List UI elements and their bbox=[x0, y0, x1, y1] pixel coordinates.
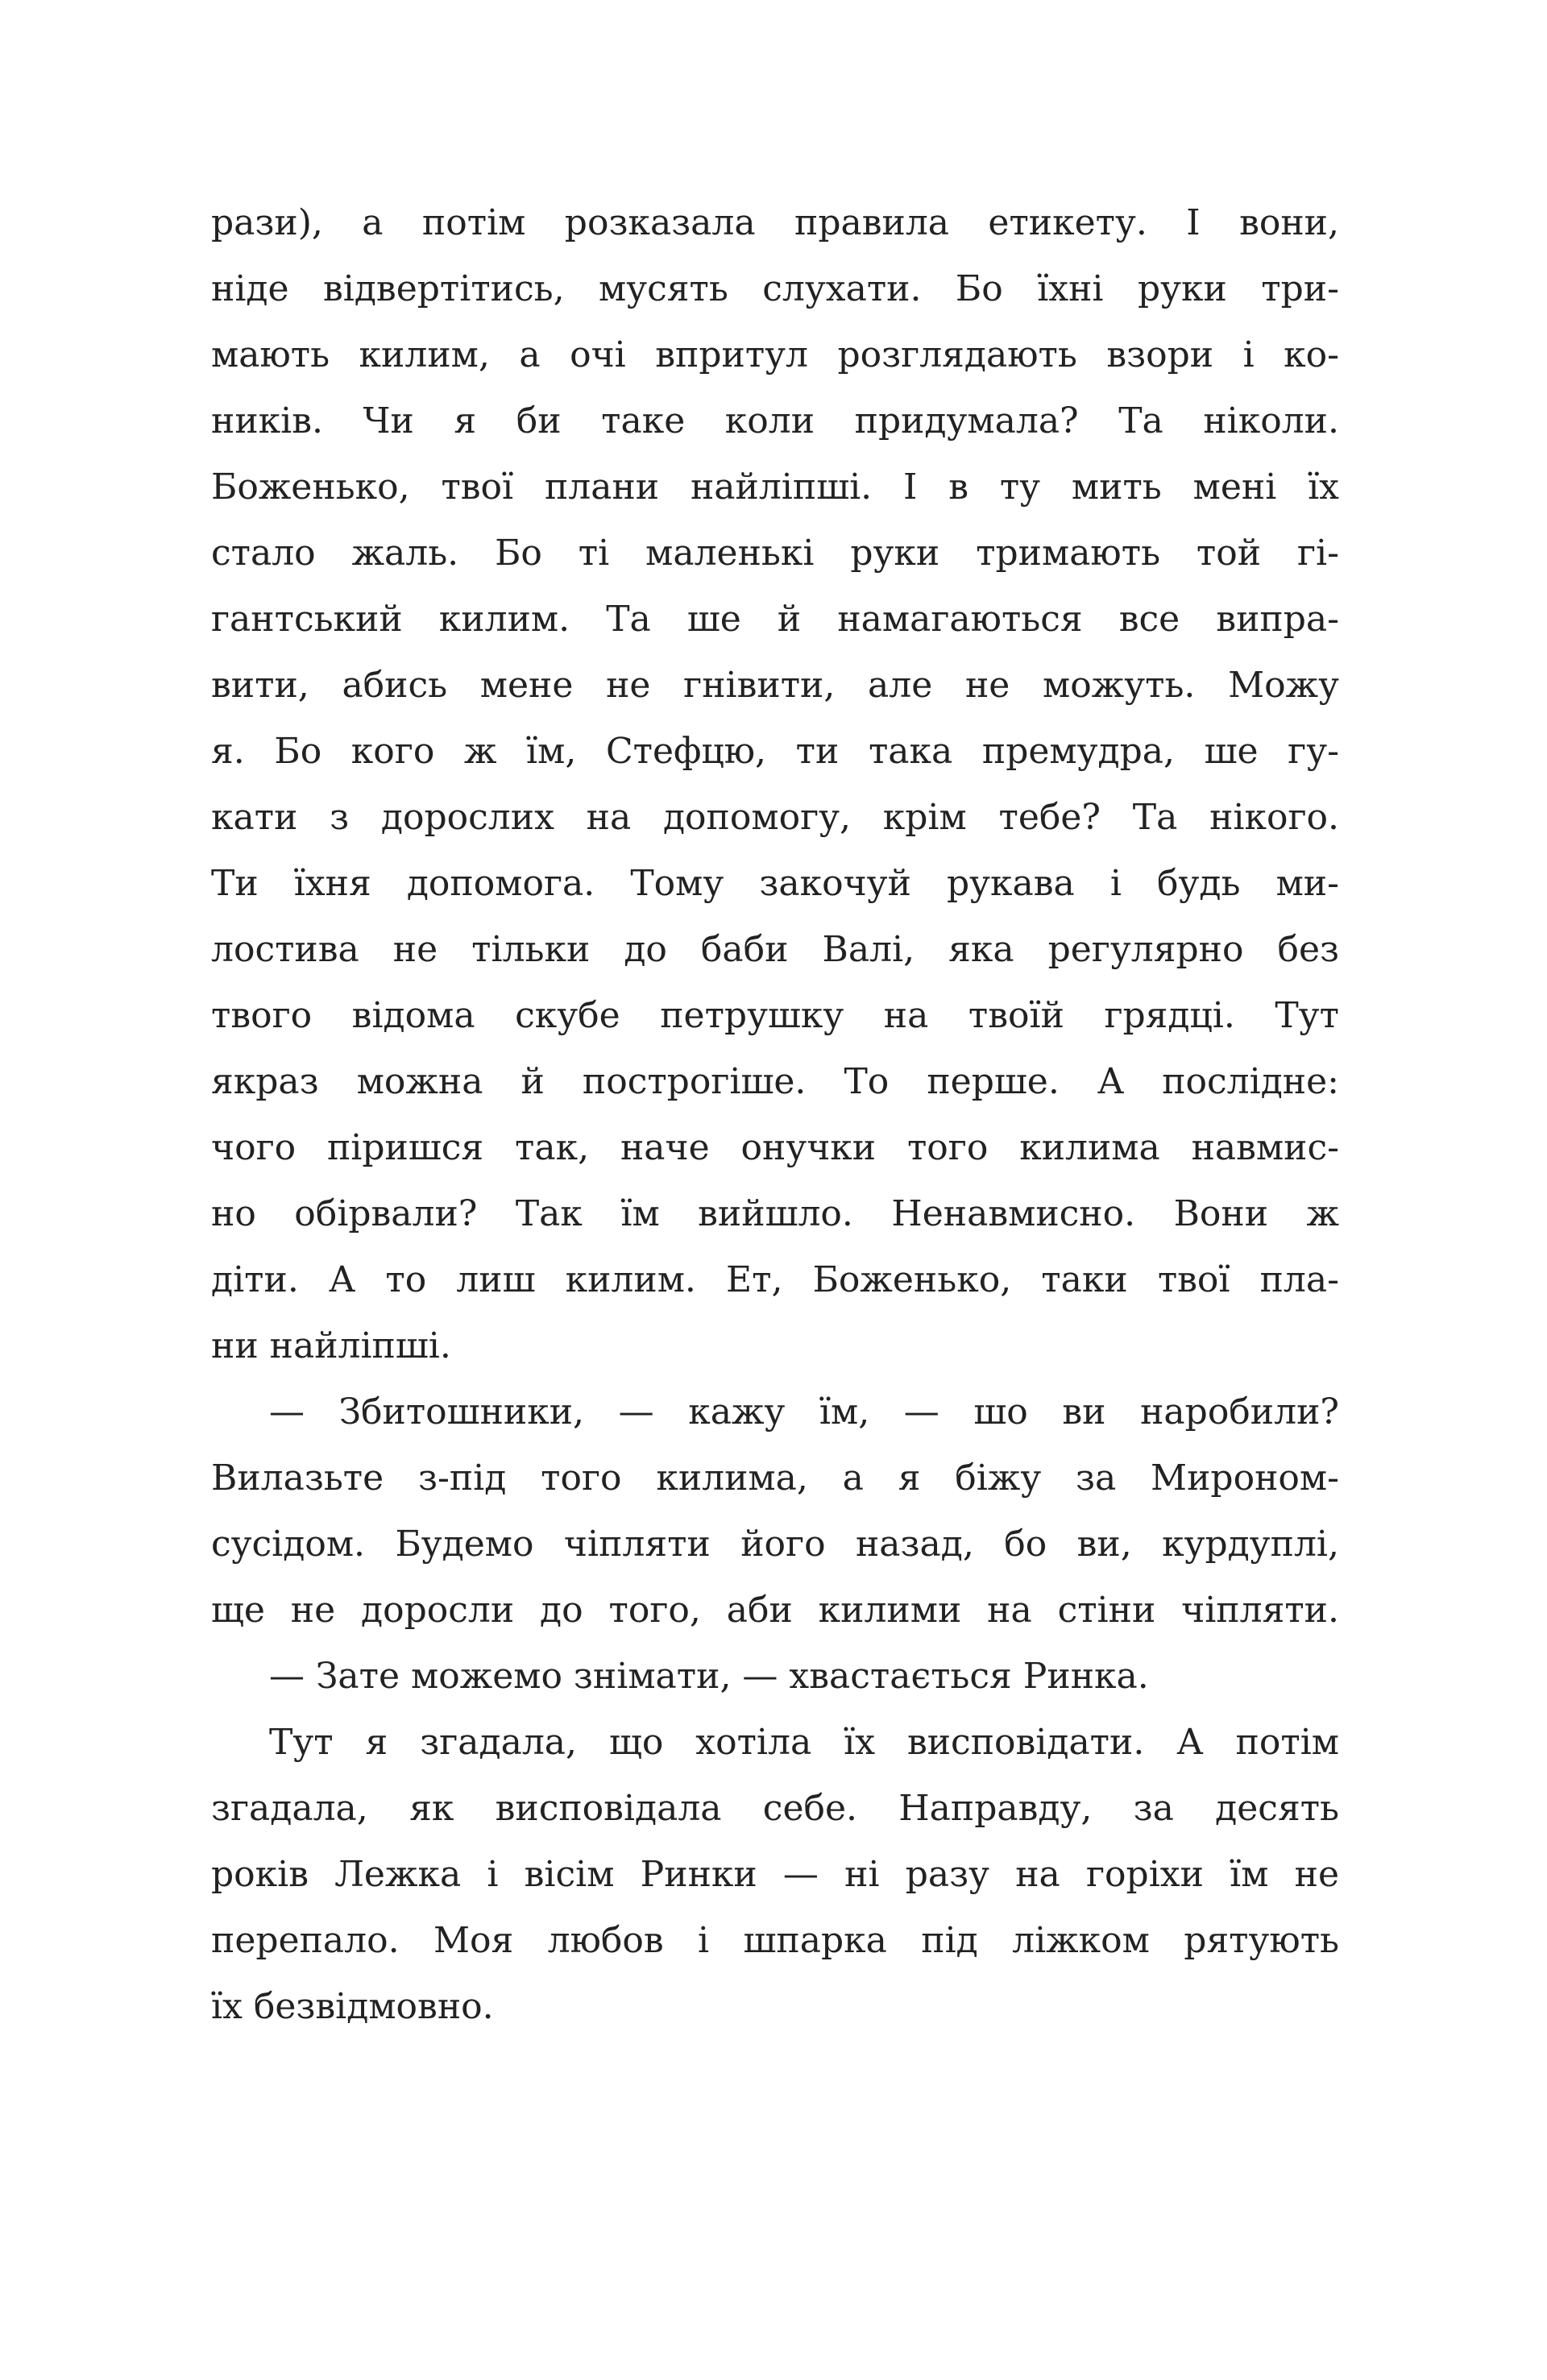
dialogue-line: — Зате можемо знімати, — хвастається Ринка. bbox=[269, 1656, 1149, 1697]
text-line: я. Бо кого ж їм, Стефцю, ти така премудра, ше гу- bbox=[211, 731, 1339, 772]
text-line: згадала, як висповідала себе. Направду, за десять bbox=[211, 1788, 1339, 1829]
text-line: Ти їхня допомога. Тому закочуй рукава і будь ми- bbox=[211, 863, 1339, 904]
text-line: Боженько, твої плани найліпші. І в ту мить мені їх bbox=[211, 466, 1339, 508]
text-line: якраз можна й построгіше. То перше. А послідне: bbox=[211, 1061, 1339, 1102]
text-line: перепало. Моя любов і шпарка під ліжком рятують bbox=[211, 1920, 1339, 1961]
text-line: рази), а потім розказала правила етикету. І вони, bbox=[211, 202, 1339, 243]
text-line: діти. А то лиш килим. Ет, Боженько, таки твої пла- bbox=[211, 1259, 1339, 1300]
text-line: ни найліпші. bbox=[211, 1325, 451, 1366]
text-line: мають килим, а очі впритул розглядають взори і ко- bbox=[211, 334, 1339, 375]
dialogue-line: — Збитошники, — кажу їм, — шо ви наробили? bbox=[269, 1391, 1339, 1433]
text-line: но обірвали? Так їм вийшло. Ненавмисно. Вони ж bbox=[211, 1193, 1339, 1234]
text-line: кати з дорослих на допомогу, крім тебе? Та нікого. bbox=[211, 797, 1339, 838]
text-line: вити, абись мене не гнівити, але не можуть. Можу bbox=[211, 665, 1339, 706]
text-line: Вилазьте з-під того килима, а я біжу за Мироном- bbox=[211, 1457, 1339, 1499]
book-page-text bbox=[211, 190, 1339, 2040]
text-line: лостива не тільки до баби Валі, яка регулярно без bbox=[211, 929, 1339, 970]
text-line: років Лежка і вісім Ринки — ні разу на горіхи їм не bbox=[211, 1854, 1339, 1895]
text-line: сусідом. Будемо чіпляти його назад, бо ви, курдуплі, bbox=[211, 1524, 1339, 1565]
text-line: чого піришся так, наче онучки того килима навмис- bbox=[211, 1127, 1339, 1168]
text-line: ників. Чи я би таке коли придумала? Та ніколи. bbox=[211, 400, 1339, 442]
text-line: їх безвідмовно. bbox=[211, 1986, 494, 2027]
text-line: стало жаль. Бо ті маленькі руки тримають той гі- bbox=[211, 533, 1339, 574]
paragraph-start-line: Тут я згадала, що хотіла їх висповідати. А потім bbox=[269, 1722, 1339, 1763]
text-line: ще не доросли до того, аби килими на стіни чіпляти. bbox=[211, 1590, 1339, 1631]
text-line: твого відома скубе петрушку на твоїй грядці. Тут bbox=[211, 995, 1339, 1036]
text-line: гантський килим. Та ше й намагаються все випра- bbox=[211, 599, 1339, 640]
text-line: ніде відвертітись, мусять слухати. Бо їхні руки три- bbox=[211, 268, 1339, 309]
